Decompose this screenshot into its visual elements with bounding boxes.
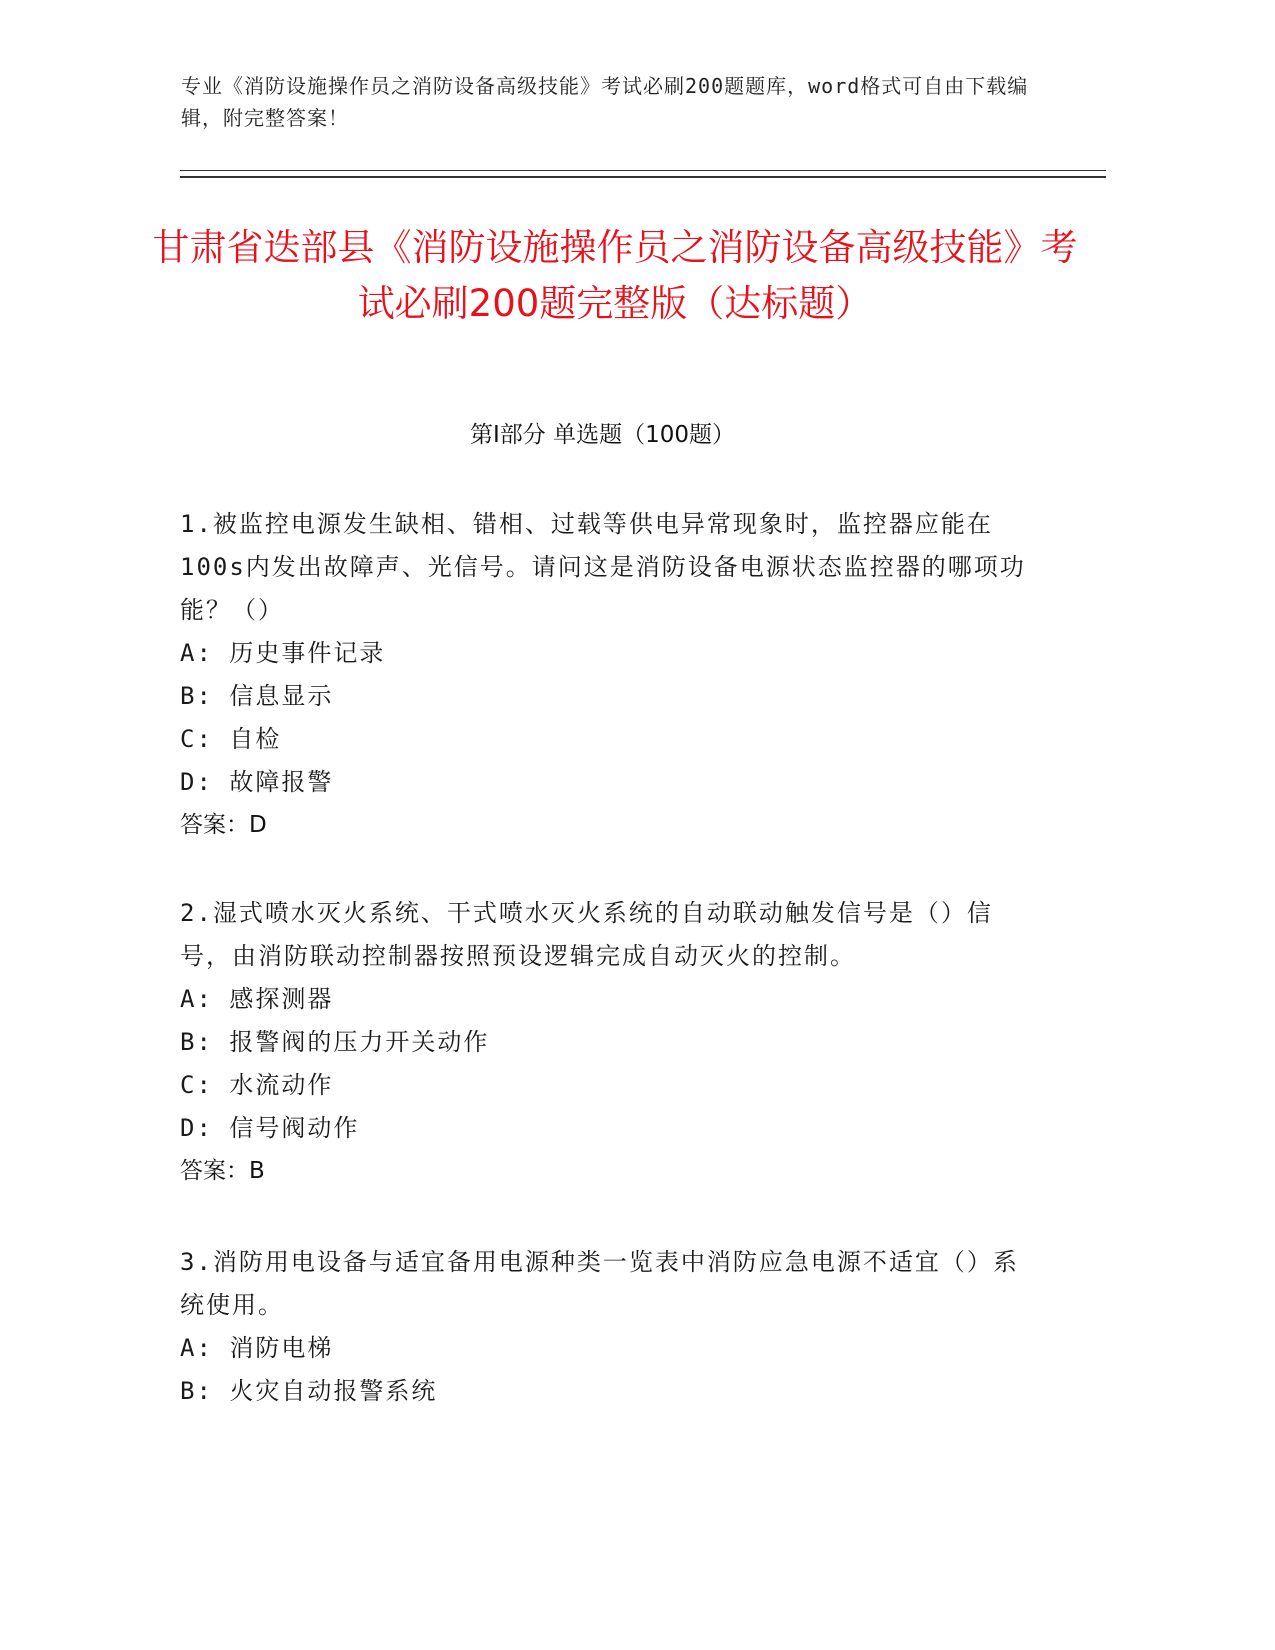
question-2 — [180, 892, 1040, 1193]
option-b: B: 火灾自动报警系统 — [180, 1377, 438, 1405]
section-heading: 第Ⅰ部分 单选题（100题） — [470, 422, 735, 448]
header-divider-thin — [180, 170, 1106, 171]
option-d: D: 故障报警 — [180, 768, 334, 796]
document-title: 甘肃省迭部县《消防设施操作员之消防设备高级技能》考试必刷200题完整版（达标题） — [152, 226, 1078, 325]
header-divider-thick — [180, 176, 1106, 178]
option-b: B: 信息显示 — [180, 682, 334, 710]
header-note: 专业《消防设施操作员之消防设备高级技能》考试必刷200题题库，word格式可自由下载编辑，附完整答案！ — [181, 74, 1029, 130]
option-b: B: 报警阀的压力开关动作 — [180, 1028, 490, 1056]
option-c: C: 自检 — [180, 725, 282, 753]
question-1 — [180, 503, 1040, 847]
question-text: 3.消防用电设备与适宜备用电源种类一览表中消防应急电源不适宜（）系统使用。 — [180, 1248, 1019, 1319]
option-d: D: 信号阀动作 — [180, 1114, 360, 1142]
answer-line: 答案：D — [180, 812, 267, 838]
option-c: C: 水流动作 — [180, 1071, 334, 1099]
question-text: 2.湿式喷水灭火系统、干式喷水灭火系统的自动联动触发信号是（）信号，由消防联动控制器按照预设逻辑完成自动灭火的控制。 — [180, 899, 993, 970]
question-text: 1.被监控电源发生缺相、错相、过载等供电异常现象时，监控器应能在100s内发出故障声、光信号。请问这是消防设备电源状态监控器的哪项功能？（） — [180, 510, 1026, 624]
option-a: A: 消防电梯 — [180, 1334, 334, 1362]
answer-line: 答案：B — [180, 1158, 265, 1184]
question-3 — [180, 1241, 1040, 1413]
option-a: A: 感探测器 — [180, 985, 334, 1013]
option-a: A: 历史事件记录 — [180, 639, 386, 667]
